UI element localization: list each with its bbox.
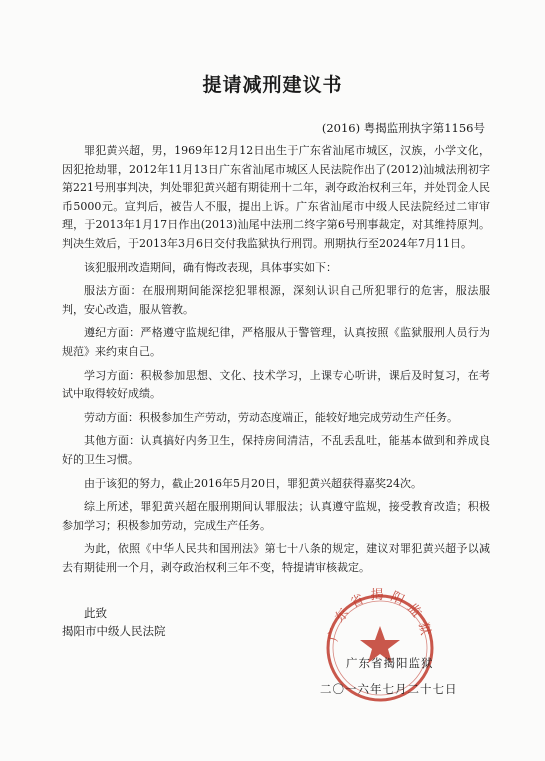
paragraph-summary: 综上所述，罪犯黄兴超在服刑期间认罪服法；认真遵守监规，接受教育改造；积极参加学习；积极参加劳动，完成生产任务。 — [62, 500, 490, 532]
paragraph-intro: 该犯服刑改造期间，确有悔改表现，具体事实如下： — [84, 260, 337, 274]
paragraph-recommendation: 为此，依照《中华人民共和国刑法》第七十八条的规定，建议对罪犯黄兴超予以减去有期徒刑一个月，剥夺政治权利三年不变，特提请审核裁定。 — [62, 542, 490, 574]
paragraph-discipline: 遵纪方面：严格遵守监规纪律，严格服从于警管理，认真按照《监狱服刑人员行为规范》来约束自己。 — [62, 326, 490, 358]
salutation: 此致 — [84, 606, 107, 620]
paragraph-other: 其他方面：认真搞好内务卫生，保持房间清洁，不乱丢乱吐，能基本做到和养成良好的卫生习惯。 — [62, 434, 490, 466]
paragraph-case-facts: 罪犯黄兴超，男，1969年12月12日出生于广东省汕尾市城区，汉族，小学文化，因犯抢劫罪，2012年11月13日广东省汕尾市城区人民法院作出了(2012)汕城法刑初字第221号刑事判决，判处罪犯黄兴超有期徒刑十二年，剥夺政治权利三年，并处罚金人民币5000元。宣判后，被告人不服，提出上诉。广东省汕尾市中级人民法院经过二审审理，于2013年1月17日作出(2013)汕尾中法刑二终字第6号刑事裁定，对其维持原判。判决生效后，于2013年3月6日交付我监狱执行刑罚。刑期执行至2024年7月11日。 — [62, 144, 490, 250]
closing-block — [62, 604, 166, 640]
paragraph-obedience: 服法方面：在服刑期间能深挖犯罪根源，深刻认识自己所犯罪行的危害，服法服判，安心改造，服从管教。 — [62, 284, 490, 316]
document-date: 二〇一六年七月二十七日 — [320, 682, 458, 696]
svg-text:广东省揭阳监狱: 广东省揭阳监狱 — [326, 588, 434, 643]
document-body — [62, 142, 490, 577]
signer-name: 广东省揭阳监狱 — [346, 656, 434, 670]
recipient: 揭阳市中级人民法院 — [62, 624, 166, 638]
document-number: (2016) 粤揭监刑执字第1156号 — [321, 121, 485, 135]
paragraph-awards: 由于该犯的努力，截止2016年5月20日，罪犯黄兴超获得嘉奖24次。 — [84, 476, 422, 490]
document-title: 提请减刑建议书 — [202, 74, 343, 96]
paragraph-labor: 劳动方面：积极参加生产劳动，劳动态度端正，能较好地完成劳动生产任务。 — [84, 410, 458, 424]
paragraph-study: 学习方面：积极参加思想、文化、技术学习，上课专心听讲，课后及时复习，在考试中取得较好成绩。 — [62, 368, 490, 401]
